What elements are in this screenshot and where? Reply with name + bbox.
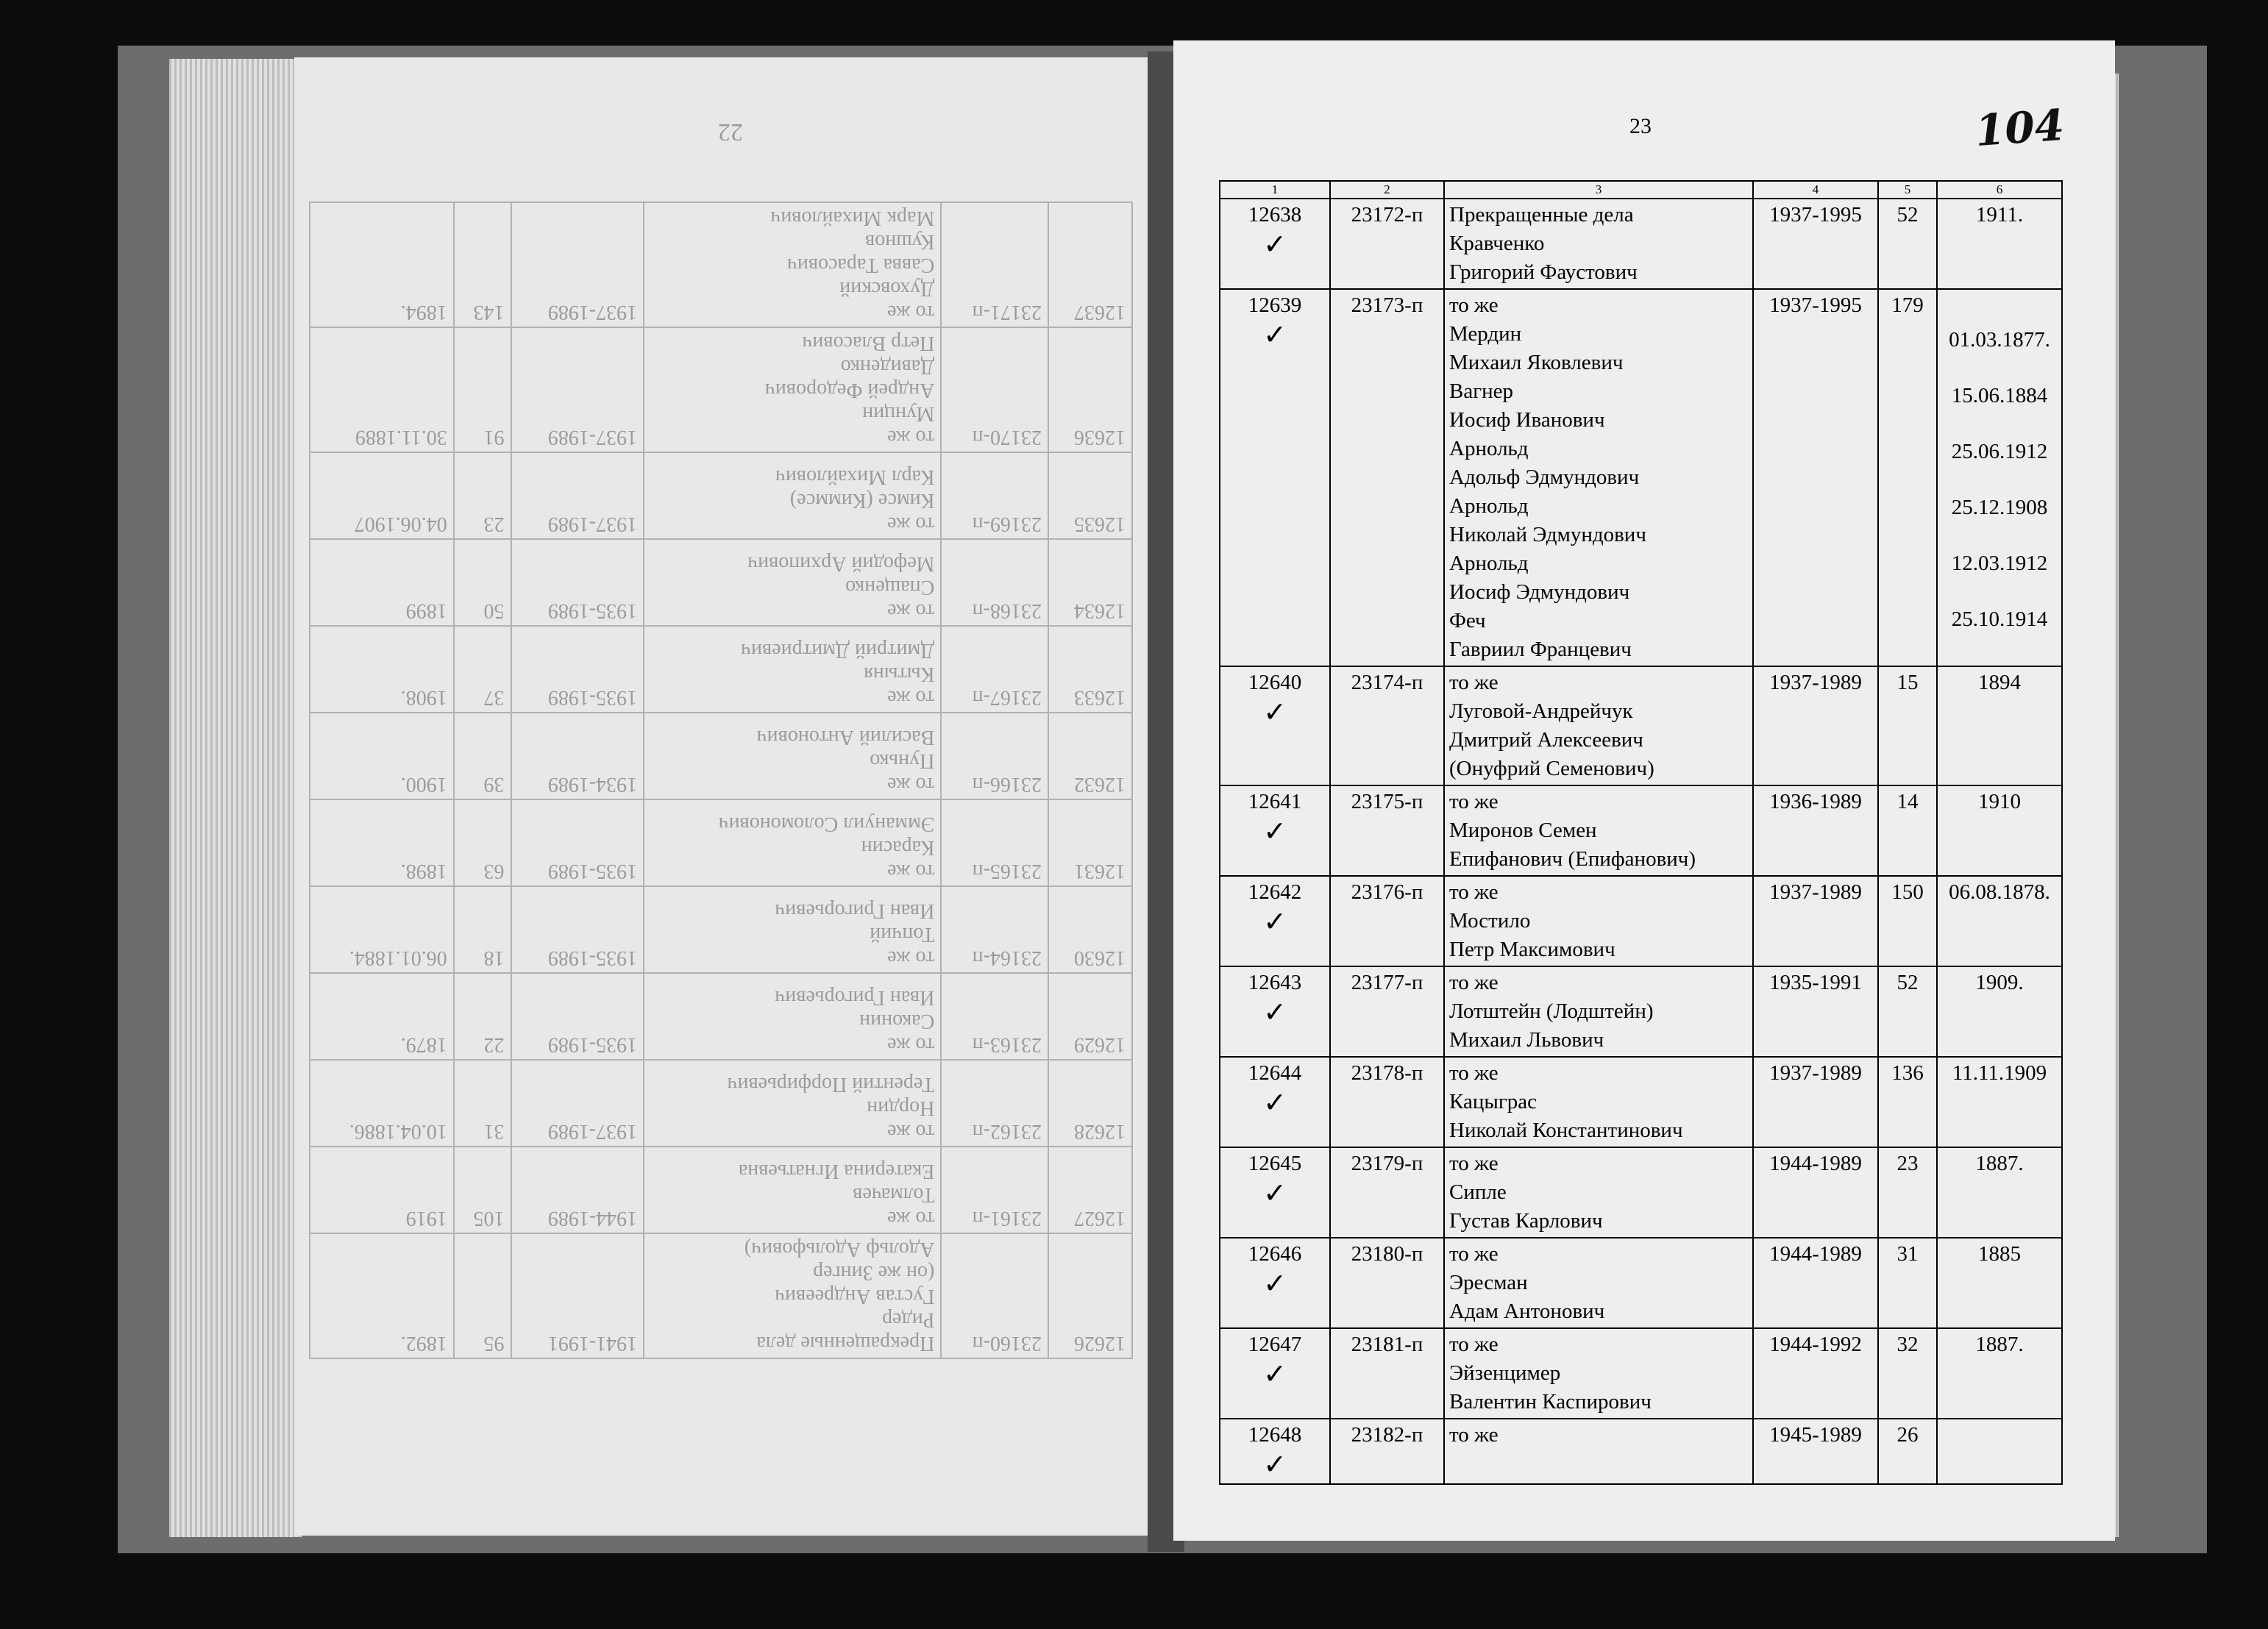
case-description-cell: [644, 973, 941, 1060]
sheet-count-cell: 39: [454, 713, 511, 799]
file-number-cell: 23172-п: [1330, 199, 1444, 289]
person-name-line: Мунцин: [862, 402, 935, 425]
sheet-count-cell: 32: [1878, 1328, 1937, 1419]
person-name-line: Дмитрий Дмитриевич: [740, 639, 935, 662]
check-mark-icon: ✓: [1263, 1448, 1287, 1480]
birth-date: 15.06.1884: [1951, 384, 2048, 407]
sheet-count-cell: 26: [1878, 1419, 1937, 1484]
birth-date: 1885: [1978, 1242, 2021, 1266]
years-cell: 1936-1989: [1753, 785, 1878, 876]
record-number-cell: [1220, 876, 1330, 966]
table-row: [310, 1233, 1132, 1358]
person-name-line: Иван Григорьевич: [775, 986, 935, 1009]
register-table: [1219, 180, 2063, 1485]
left-register-table: [309, 202, 1133, 1359]
person-name-line: Дмитрий Алексеевич: [1449, 728, 1643, 752]
person-name-line: Адольф Эдмундович: [1449, 466, 1640, 489]
person-name-line: Адам Антонович: [1449, 1300, 1605, 1323]
person-name-line: Кравченко: [1449, 232, 1545, 255]
birth-date-cell: 1898.: [310, 799, 454, 886]
file-number-cell: 23178-п: [1330, 1057, 1444, 1147]
record-number-cell: 12626: [1048, 1233, 1132, 1358]
sheet-count-cell: 52: [1878, 199, 1937, 289]
table-row: [1220, 966, 2062, 1057]
file-number-cell: 23165-п: [941, 799, 1048, 886]
check-mark-icon: ✓: [1263, 228, 1287, 260]
person-name-line: Спащенко: [845, 576, 935, 599]
birth-date-cell: 1879.: [310, 973, 454, 1060]
case-description-cell: [644, 202, 941, 327]
birth-date: 06.08.1878.: [1949, 880, 2050, 904]
file-number-cell: 23176-п: [1330, 876, 1444, 966]
person-name-line: Терентий Порфирьевич: [727, 1073, 935, 1096]
case-title: Прекращенные дела: [756, 1332, 935, 1355]
record-number-cell: 12630: [1048, 886, 1132, 973]
record-number-cell: [1220, 289, 1330, 666]
case-description-cell: [1444, 966, 1753, 1057]
birth-date-cell: 10.04.1886.: [310, 1060, 454, 1147]
case-description-cell: [644, 539, 941, 626]
file-number-cell: 23163-п: [941, 973, 1048, 1060]
sheet-count-cell: 23: [454, 452, 511, 539]
person-name-line: Николай Константинович: [1449, 1119, 1683, 1142]
birth-date: 1909.: [1975, 971, 2024, 994]
table-row: [310, 327, 1132, 452]
case-title: то же: [1449, 293, 1499, 317]
years-cell: 1935-1989: [511, 799, 644, 886]
sheet-count-cell: 31: [454, 1060, 511, 1147]
person-name-line: Эресман: [1449, 1271, 1528, 1294]
case-title: то же: [887, 513, 935, 535]
person-name-line: Мефодий Архипович: [747, 552, 935, 575]
person-name-line: Арнольд: [1449, 494, 1529, 518]
table-row: [310, 1147, 1132, 1233]
person-name-line: Феч: [1449, 609, 1486, 632]
record-number-cell: [1220, 785, 1330, 876]
table-row: [310, 626, 1132, 713]
case-title: то же: [887, 1207, 935, 1230]
person-name-line: Саконин: [859, 1010, 935, 1033]
record-number: 12646: [1248, 1242, 1302, 1266]
check-mark-icon: ✓: [1263, 1267, 1287, 1300]
case-description-cell: [644, 713, 941, 799]
case-title: то же: [887, 773, 935, 796]
person-name-line: Сипле: [1449, 1180, 1507, 1204]
table-row: [310, 452, 1132, 539]
record-number: 12647: [1248, 1333, 1302, 1356]
birth-date-cell: 1899: [310, 539, 454, 626]
column-number-2: 2: [1330, 181, 1444, 199]
birth-date-cell: 1900.: [310, 713, 454, 799]
handwritten-sheet-number: 104: [1973, 99, 2066, 157]
birth-date-cell: 06.01.1884.: [310, 886, 454, 973]
record-number-cell: 12631: [1048, 799, 1132, 886]
record-number-cell: 12633: [1048, 626, 1132, 713]
sheet-count-cell: 31: [1878, 1238, 1937, 1328]
record-number-cell: 12635: [1048, 452, 1132, 539]
record-number-cell: 12629: [1048, 973, 1132, 1060]
right-page: [1173, 40, 2115, 1541]
person-name-line: Василий Антонович: [756, 726, 935, 749]
person-name-line: Савва Тарасович: [786, 254, 935, 277]
birth-date: 1887.: [1975, 1152, 2024, 1175]
years-cell: 1937-1989: [511, 202, 644, 327]
case-description-cell: [1444, 876, 1753, 966]
person-name-line: Марк Михайлович: [770, 207, 935, 229]
person-name-line: Гавриил Францевич: [1449, 638, 1632, 661]
record-number: 12644: [1248, 1061, 1302, 1085]
person-name-line: Кытыня: [863, 663, 935, 685]
birth-date: 25.06.1912: [1951, 440, 2048, 463]
case-description-cell: [1444, 1419, 1753, 1484]
years-cell: 1937-1989: [511, 452, 644, 539]
file-number-cell: 23171-п: [941, 202, 1048, 327]
birth-date: 1894: [1978, 671, 2021, 694]
column-number-1: 1: [1220, 181, 1330, 199]
case-title: то же: [887, 426, 935, 449]
years-cell: 1945-1989: [1753, 1419, 1878, 1484]
record-number-cell: [1220, 1057, 1330, 1147]
record-number-cell: [1220, 966, 1330, 1057]
case-description-cell: [644, 452, 941, 539]
case-description-cell: [1444, 1238, 1753, 1328]
record-number-cell: 12636: [1048, 327, 1132, 452]
years-cell: 1937-1989: [1753, 1057, 1878, 1147]
record-number: 12642: [1248, 880, 1302, 904]
case-description-cell: [644, 1060, 941, 1147]
record-number-cell: [1220, 1147, 1330, 1238]
years-cell: 1941-1991: [511, 1233, 644, 1358]
birth-date-cell: [1937, 199, 2062, 289]
record-number-cell: 12632: [1048, 713, 1132, 799]
person-name-line: (он же Зингер: [813, 1261, 935, 1284]
table-row: [1220, 199, 2062, 289]
file-number-cell: 23161-п: [941, 1147, 1048, 1233]
birth-date: 1911.: [1975, 203, 2024, 227]
person-name-line: Арнольд: [1449, 437, 1529, 460]
table-row: [1220, 785, 2062, 876]
person-name-line: Вагнер: [1449, 379, 1513, 403]
birth-date-cell: [1937, 1238, 2062, 1328]
check-mark-icon: ✓: [1263, 905, 1287, 938]
birth-date-cell: 30.11.1889: [310, 327, 454, 452]
sheet-count-cell: 95: [454, 1233, 511, 1358]
file-number-cell: 23181-п: [1330, 1328, 1444, 1419]
case-title: то же: [1449, 1423, 1499, 1447]
table-row: [310, 713, 1132, 799]
sheet-count-cell: 18: [454, 886, 511, 973]
person-name-line: Кацыграс: [1449, 1090, 1537, 1113]
case-description-cell: [1444, 1328, 1753, 1419]
file-number-cell: 23167-п: [941, 626, 1048, 713]
case-title: то же: [1449, 971, 1499, 994]
person-name-line: Пунько: [870, 749, 935, 772]
years-cell: 1935-1991: [1753, 966, 1878, 1057]
case-title: то же: [1449, 1152, 1499, 1175]
person-name-line: Эммануил Соломонович: [718, 813, 935, 835]
sheet-count-cell: 179: [1878, 289, 1937, 666]
birth-date-cell: 04.06.1907: [310, 452, 454, 539]
file-number-cell: 23164-п: [941, 886, 1048, 973]
years-cell: 1944-1989: [511, 1147, 644, 1233]
case-description-cell: [644, 1147, 941, 1233]
right-page-number: 23: [1629, 114, 1652, 138]
person-name-line: Густав Карлович: [1449, 1209, 1603, 1233]
birth-date: 25.12.1908: [1951, 496, 2048, 519]
left-page: [294, 57, 1162, 1536]
person-name-line: Михаил Яковлевич: [1449, 351, 1624, 374]
case-description-cell: [644, 327, 941, 452]
file-number-cell: 23166-п: [941, 713, 1048, 799]
table-row: [1220, 1238, 2062, 1328]
birth-date-cell: [1937, 1147, 2062, 1238]
years-cell: 1935-1989: [511, 973, 644, 1060]
person-name-line: Иван Григорьевич: [775, 899, 935, 922]
birth-date-cell: [1937, 289, 2062, 666]
record-number-cell: 12628: [1048, 1060, 1132, 1147]
birth-date-cell: 1908.: [310, 626, 454, 713]
sheet-count-cell: 50: [454, 539, 511, 626]
sheet-count-cell: 52: [1878, 966, 1937, 1057]
years-cell: 1937-1989: [511, 1060, 644, 1147]
sheet-count-cell: 136: [1878, 1057, 1937, 1147]
check-mark-icon: ✓: [1263, 1177, 1287, 1209]
years-cell: 1944-1989: [1753, 1147, 1878, 1238]
birth-date: 11.11.1909: [1952, 1061, 2047, 1085]
page-edges-left: [169, 59, 302, 1537]
person-name-line: Арнольд: [1449, 552, 1529, 575]
person-name-line: Петр Максимович: [1449, 938, 1615, 961]
check-mark-icon: ✓: [1263, 1086, 1287, 1119]
column-number-row: [1220, 181, 2062, 199]
person-name-line: Лотштейн (Лодштейн): [1449, 999, 1654, 1023]
case-description-cell: [644, 1233, 941, 1358]
case-title: то же: [887, 686, 935, 709]
record-number-cell: [1220, 1328, 1330, 1419]
case-description-cell: [1444, 1147, 1753, 1238]
case-title: то же: [887, 1120, 935, 1143]
file-number-cell: 23180-п: [1330, 1238, 1444, 1328]
sheet-count-cell: 143: [454, 202, 511, 327]
person-name-line: Карл Михайлович: [775, 466, 935, 488]
check-mark-icon: ✓: [1263, 1358, 1287, 1390]
birth-date-cell: [1937, 1419, 2062, 1484]
check-mark-icon: ✓: [1263, 696, 1287, 728]
case-title: то же: [887, 860, 935, 883]
file-number-cell: 23179-п: [1330, 1147, 1444, 1238]
person-name-line: Карасин: [861, 836, 935, 859]
case-title: то же: [1449, 1061, 1499, 1085]
file-number-cell: 23160-п: [941, 1233, 1048, 1358]
birth-date: 01.03.1877.: [1949, 328, 2050, 352]
person-name-line: Андрей Федорович: [764, 379, 935, 402]
file-number-cell: 23177-п: [1330, 966, 1444, 1057]
case-title: то же: [887, 599, 935, 622]
case-title: то же: [1449, 880, 1499, 904]
birth-date-cell: [1937, 1328, 2062, 1419]
birth-date-cell: 1894.: [310, 202, 454, 327]
case-description-cell: [1444, 1057, 1753, 1147]
person-name-line: Нордин: [867, 1097, 935, 1119]
years-cell: 1937-1989: [511, 327, 644, 452]
column-number-3: 3: [1444, 181, 1753, 199]
case-title: то же: [1449, 1242, 1499, 1266]
record-number-cell: 12637: [1048, 202, 1132, 327]
record-number: 12645: [1248, 1152, 1302, 1175]
record-number: 12640: [1248, 671, 1302, 694]
birth-date-cell: 1919: [310, 1147, 454, 1233]
case-description-cell: [644, 626, 941, 713]
sheet-count-cell: 14: [1878, 785, 1937, 876]
record-number-cell: [1220, 666, 1330, 785]
birth-date-cell: 1892.: [310, 1233, 454, 1358]
sheet-count-cell: 15: [1878, 666, 1937, 785]
table-row: [310, 539, 1132, 626]
table-row: [1220, 1328, 2062, 1419]
file-number-cell: 23169-п: [941, 452, 1048, 539]
bleed-through-text: [294, 57, 1162, 1536]
person-name-line: Мостило: [1449, 909, 1531, 933]
sheet-count-cell: 23: [1878, 1147, 1937, 1238]
table-row: [1220, 876, 2062, 966]
case-title: то же: [1449, 671, 1499, 694]
person-name-line: Петр Власович: [802, 332, 935, 354]
case-description-cell: [644, 886, 941, 973]
case-title: то же: [1449, 1333, 1499, 1356]
sheet-count-cell: 150: [1878, 876, 1937, 966]
person-name-line: Густав Андреевич: [774, 1285, 935, 1308]
record-number: 12639: [1248, 293, 1302, 317]
person-name-line: Топчий: [870, 923, 935, 946]
record-number-cell: [1220, 199, 1330, 289]
case-description-cell: [1444, 289, 1753, 666]
person-name-line: Адольф Адольфович): [744, 1238, 935, 1261]
person-name-line: Луговой-Андрейчук: [1449, 699, 1633, 723]
years-cell: 1937-1989: [1753, 876, 1878, 966]
person-name-line: Иосиф Эдмундович: [1449, 580, 1630, 604]
record-number-cell: [1220, 1419, 1330, 1484]
column-number-6: 6: [1937, 181, 2062, 199]
case-title: то же: [1449, 790, 1499, 813]
table-row: [1220, 1147, 2062, 1238]
case-description-cell: [1444, 199, 1753, 289]
case-title: то же: [887, 301, 935, 324]
case-description-cell: [1444, 666, 1753, 785]
file-number-cell: 23170-п: [941, 327, 1048, 452]
record-number-cell: 12627: [1048, 1147, 1132, 1233]
record-number: 12638: [1248, 203, 1302, 227]
file-number-cell: 23182-п: [1330, 1419, 1444, 1484]
record-number: 12641: [1248, 790, 1302, 813]
file-number-cell: 23175-п: [1330, 785, 1444, 876]
birth-date-cell: [1937, 876, 2062, 966]
case-description-cell: [644, 799, 941, 886]
years-cell: 1934-1989: [511, 713, 644, 799]
record-number: 12643: [1248, 971, 1302, 994]
person-name-line: Иосиф Иванович: [1449, 408, 1605, 432]
sheet-count-cell: 63: [454, 799, 511, 886]
table-row: [310, 799, 1132, 886]
person-name-line: Михаил Львович: [1449, 1028, 1604, 1052]
file-number-cell: 23168-п: [941, 539, 1048, 626]
birth-date: 1910: [1978, 790, 2021, 813]
years-cell: 1937-1995: [1753, 289, 1878, 666]
person-name-line: Валентин Каспирович: [1449, 1390, 1652, 1414]
table-row: [310, 973, 1132, 1060]
table-row: [1220, 1419, 2062, 1484]
case-title: то же: [887, 1033, 935, 1056]
person-name-line: Григорий Фаустович: [1449, 260, 1638, 284]
years-cell: 1935-1989: [511, 886, 644, 973]
years-cell: 1935-1989: [511, 539, 644, 626]
person-name-line: Кушнов: [865, 230, 935, 253]
birth-date-cell: [1937, 966, 2062, 1057]
sheet-count-cell: 22: [454, 973, 511, 1060]
check-mark-icon: ✓: [1263, 815, 1287, 847]
column-number-5: 5: [1878, 181, 1937, 199]
file-number-cell: 23173-п: [1330, 289, 1444, 666]
file-number-cell: 23174-п: [1330, 666, 1444, 785]
table-row: [310, 202, 1132, 327]
birth-date-cell: [1937, 666, 2062, 785]
person-name-line: Духовский: [839, 277, 935, 300]
sheet-count-cell: 105: [454, 1147, 511, 1233]
person-name-line: Миронов Семен: [1449, 819, 1597, 842]
table-row: [1220, 666, 2062, 785]
birth-date: 25.10.1914: [1951, 607, 2048, 631]
person-name-line: Николай Эдмундович: [1449, 523, 1646, 546]
table-row: [310, 886, 1132, 973]
case-title: то же: [887, 947, 935, 969]
person-name-line: Екатерина Игнатьевна: [738, 1160, 935, 1183]
person-name-line: Мердин: [1449, 322, 1522, 346]
case-title: Прекращенные дела: [1449, 203, 1634, 227]
birth-date: 1887.: [1975, 1333, 2024, 1356]
person-name-line: Кимсе (Киммсе): [789, 489, 935, 512]
record-number-cell: 12634: [1048, 539, 1132, 626]
sheet-count-cell: 37: [454, 626, 511, 713]
person-name-line: Толмачев: [853, 1183, 935, 1206]
record-number-cell: [1220, 1238, 1330, 1328]
person-name-line: Ридер: [882, 1308, 935, 1331]
years-cell: 1944-1989: [1753, 1238, 1878, 1328]
years-cell: 1937-1989: [1753, 666, 1878, 785]
person-name-line: Давиденко: [840, 355, 935, 378]
case-description-cell: [1444, 785, 1753, 876]
file-number-cell: 23162-п: [941, 1060, 1048, 1147]
table-row: [310, 1060, 1132, 1147]
record-number: 12648: [1248, 1423, 1302, 1447]
check-mark-icon: ✓: [1263, 318, 1287, 351]
check-mark-icon: ✓: [1263, 996, 1287, 1028]
column-number-4: 4: [1753, 181, 1878, 199]
person-name-line: Епифанович (Епифанович): [1449, 847, 1696, 871]
table-row: [1220, 289, 2062, 666]
left-page-number: 22: [718, 118, 743, 146]
years-cell: 1935-1989: [511, 626, 644, 713]
birth-date: 12.03.1912: [1951, 552, 2048, 575]
years-cell: 1937-1995: [1753, 199, 1878, 289]
birth-date-cell: [1937, 1057, 2062, 1147]
birth-date-cell: [1937, 785, 2062, 876]
person-name-line: (Онуфрий Семенович): [1449, 757, 1654, 780]
person-name-line: Эйзенцимер: [1449, 1361, 1561, 1385]
years-cell: 1944-1992: [1753, 1328, 1878, 1419]
table-row: [1220, 1057, 2062, 1147]
sheet-count-cell: 91: [454, 327, 511, 452]
